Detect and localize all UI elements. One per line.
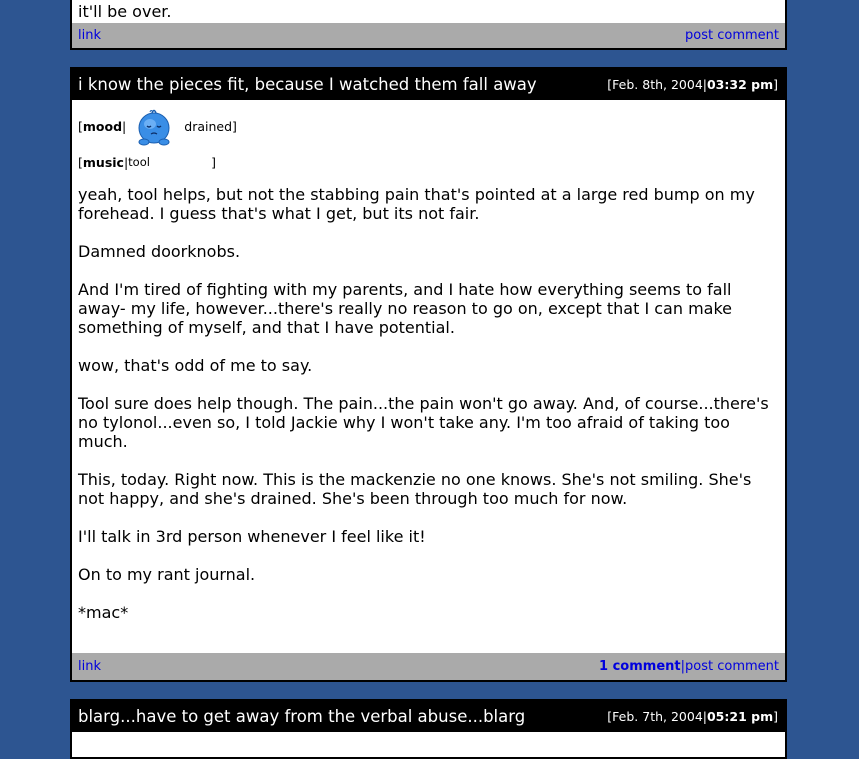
next-entry-date-prefix: [Feb. 7th, 2004| xyxy=(607,709,707,724)
previous-entry-link[interactable]: link xyxy=(78,28,101,43)
entry-time: 03:32 pm xyxy=(706,77,774,92)
entry-paragraph: Tool sure does help though. The pain...the pain won't go away. And, of course...there's no tylonol...even so, I told Jackie why I won't take any. I'm too afraid of taking too much. xyxy=(78,394,769,451)
entry-date-prefix: [Feb. 8th, 2004| xyxy=(607,77,707,92)
previous-entry-footer-right xyxy=(685,28,779,43)
entry-paragraph: wow, that's odd of me to say. xyxy=(78,356,313,375)
entry-paragraph: Damned doorknobs. xyxy=(78,242,241,261)
entry-footer xyxy=(72,653,785,680)
entry-title-bar xyxy=(72,69,785,100)
music-open-bracket: [ xyxy=(78,154,83,170)
music-label: music xyxy=(82,154,124,170)
entry-date xyxy=(607,77,778,92)
entry-paragraph: This, today. Right now. This is the mackenzie no one knows. She's not smiling. She's not happy, and she's drained. She's been through too much for now. xyxy=(78,470,752,508)
entry-paragraph: yeah, tool helps, but not the stabbing pain that's pointed at a large red bump on my forehead. I guess that's what I get, but its not fair. xyxy=(78,185,755,223)
next-entry-date xyxy=(607,709,778,724)
entry-subject: i know the pieces fit, because I watched them fall away xyxy=(78,75,537,94)
entry-footer-right xyxy=(599,659,779,674)
journal-entry xyxy=(70,67,787,682)
mood-separator: | xyxy=(122,118,127,134)
music-value: tool xyxy=(128,154,150,169)
previous-entry-body xyxy=(72,0,785,23)
next-entry-time: 05:21 pm xyxy=(706,709,774,724)
mood-close-bracket: ] xyxy=(232,118,237,134)
entry-footer-separator: | xyxy=(680,659,686,674)
music-row xyxy=(78,152,779,172)
next-entry-subject: blarg...have to get away from the verbal abuse...blarg xyxy=(78,707,526,726)
entry-paragraph: I'll talk in 3rd person whenever I feel like it! xyxy=(78,527,426,546)
entry-comments-link[interactable]: 1 comment xyxy=(599,659,681,674)
entry-post-comment-link[interactable]: post comment xyxy=(685,659,779,674)
entry-date-suffix: ] xyxy=(773,77,778,92)
previous-entry-last-line: it'll be over. xyxy=(78,2,172,21)
next-entry xyxy=(70,699,787,759)
entry-metadata xyxy=(78,100,779,172)
next-entry-date-suffix: ] xyxy=(773,709,778,724)
mood-value: drained xyxy=(184,118,233,134)
mood-row xyxy=(78,100,779,152)
entry-text xyxy=(78,185,779,622)
entry-paragraph: On to my rant journal. xyxy=(78,565,256,584)
mood-open-bracket: [ xyxy=(78,118,83,134)
entry-paragraph: *mac* xyxy=(78,603,129,622)
previous-entry-footer xyxy=(72,23,785,48)
blue-drained-face-icon xyxy=(134,105,174,147)
music-separator: | xyxy=(123,154,129,170)
previous-entry xyxy=(70,0,787,50)
previous-entry-post-comment-link[interactable]: post comment xyxy=(685,28,779,43)
music-close-bracket: ] xyxy=(211,154,217,170)
mood-label: mood xyxy=(82,118,123,134)
entry-paragraph: And I'm tired of fighting with my parents, and I hate how everything seems to fall away- my life, however...there's really no reason to go on, except that I can make something of myself, and that I have potential. xyxy=(78,280,732,337)
entry-body xyxy=(72,100,785,622)
next-entry-title-bar xyxy=(72,701,785,732)
entry-permalink[interactable]: link xyxy=(78,659,101,674)
